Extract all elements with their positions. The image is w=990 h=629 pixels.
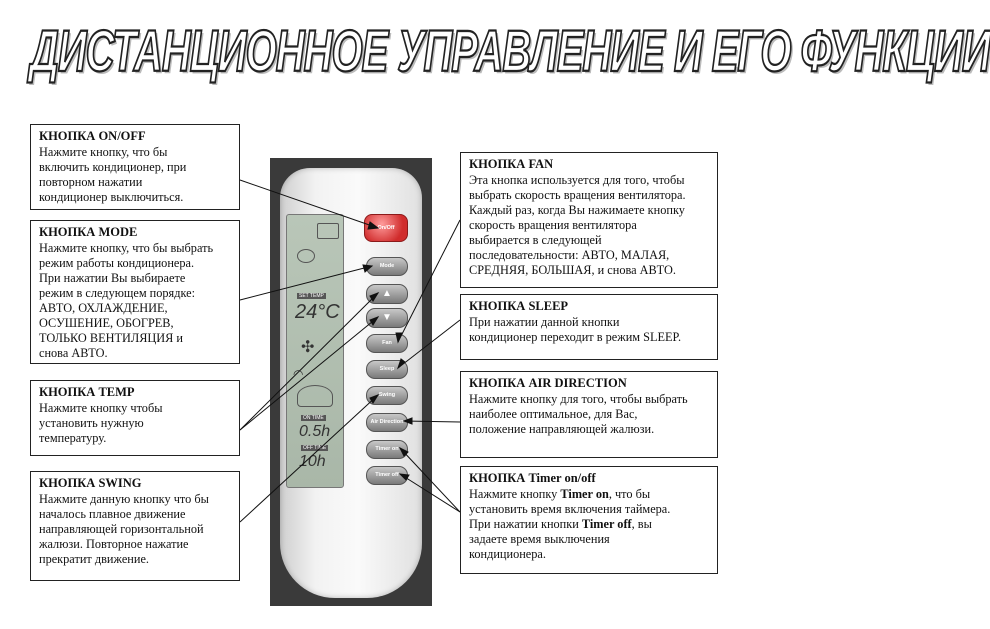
arrow-sleep (398, 359, 405, 368)
lcd-swing-icon: ◠ (293, 367, 304, 381)
callout-sleep-text: При нажатии данной кнопки кондиционер переходит в режим SLEEP. (469, 315, 682, 344)
lcd-set-temp-label: SET TEMP (299, 293, 324, 299)
arrow-fan (396, 333, 402, 342)
line-temp-up (240, 293, 378, 430)
callout-temp-text: Нажмите кнопку чтобы установить нужную температуру. (39, 401, 163, 445)
triangle-down-icon: ▼ (382, 312, 392, 323)
line-mode (240, 266, 372, 300)
line-sleep (398, 320, 460, 368)
callout-fan-text: Эта кнопка используется для того, чтобы выбрать скорость вращения вентилятора. Каждый раз, когда Вы нажимаете кнопку скорость вращения вентилятора выбирается в следующей последовательности: АВТО, МАЛАЯ, СРЕДНЯЯ, БОЛЬШАЯ, и снова АВТО. (469, 173, 686, 277)
arrow-air (404, 418, 412, 424)
callout-swing-text: Нажмите данную кнопку что бы началось плавное движение направляющей горизонтальной жалюзи. Повторное нажатие прекратит движение. (39, 492, 209, 566)
lcd-on-value: 0.5h (299, 423, 331, 440)
line-fan (398, 220, 460, 342)
timer-off-button[interactable]: Timer off (366, 466, 408, 485)
callout-temp-heading: КНОПКА TEMP (39, 385, 135, 399)
line-swing (240, 395, 378, 522)
callout-timer-line2: установить время включения таймера. (469, 502, 671, 516)
callout-timer-heading: КНОПКА Timer on/off (469, 471, 596, 485)
air-direction-button[interactable]: Air Direction (366, 413, 408, 432)
line-onoff (240, 180, 378, 228)
lcd-fan-icon: ✣ (301, 339, 315, 356)
arrow-temp-down (370, 317, 378, 325)
lcd-temp-value: 24°C (295, 301, 340, 323)
callout-timer-line3: При нажатии кнопки Timer off, вы (469, 517, 652, 531)
fan-button[interactable]: Fan (366, 334, 408, 353)
on-off-button[interactable]: On/Off (364, 214, 408, 242)
callout-mode-text: Нажмите кнопку, что бы выбрать режим работы кондиционера. При нажатии Вы выбираете режим в следующем порядке: АВТО, ОХЛАЖДЕНИЕ, ОСУШЕНИЕ, ОБОГРЕВ, ТОЛЬКО ВЕНТИЛЯЦИЯ и снова АВТО. (39, 241, 214, 360)
arrow-onoff (368, 222, 378, 229)
callout-onoff-heading: КНОПКА ON/OFF (39, 129, 146, 143)
swing-button[interactable]: Swing (366, 386, 408, 405)
lcd-off-value: 10h (299, 453, 326, 470)
callout-fan (460, 152, 718, 288)
callout-air-text: Нажмите кнопку для того, чтобы выбрать наиболее оптимальное, для Вас, положение направляющей жалюзи. (469, 392, 688, 436)
callout-fan-heading: КНОПКА FAN (469, 157, 554, 171)
callout-timer-line4: задаете время выключения (469, 532, 610, 546)
page-title: ДИСТАНЦИОННОЕ УПРАВЛЕНИЕ И ЕГО ФУНКЦИИ (30, 20, 990, 84)
callout-air-direction (460, 371, 718, 458)
lcd-on-time-label: ON TIME (303, 415, 324, 421)
callout-swing-heading: КНОПКА SWING (39, 476, 142, 490)
triangle-up-icon: ▲ (382, 288, 392, 299)
sleep-button[interactable]: Sleep (366, 360, 408, 379)
callout-mode-heading: КНОПКА MODE (39, 225, 138, 239)
timer-on-button[interactable]: Timer on (366, 440, 408, 459)
callout-sleep-heading: КНОПКА SLEEP (469, 299, 569, 313)
callout-temp (30, 380, 240, 456)
callout-timer (460, 466, 718, 574)
lcd-off-time-label: OFF TIME (303, 445, 327, 451)
callout-air-heading: КНОПКА AIR DIRECTION (469, 376, 627, 390)
callout-swing (30, 471, 240, 581)
callout-sleep (460, 294, 718, 360)
line-temp-down (240, 317, 378, 430)
callout-timer-line5: кондиционера. (469, 547, 546, 561)
callout-onoff (30, 124, 240, 210)
callout-timer-line1: Нажмите кнопку Timer on, что бы (469, 487, 651, 501)
callout-mode (30, 220, 240, 364)
mode-button[interactable]: Mode (366, 257, 408, 276)
arrow-mode (363, 265, 372, 272)
callout-onoff-text: Нажмите кнопку, что бы включить кондиционер, при повторном нажатии кондиционер выключиться. (39, 145, 187, 204)
